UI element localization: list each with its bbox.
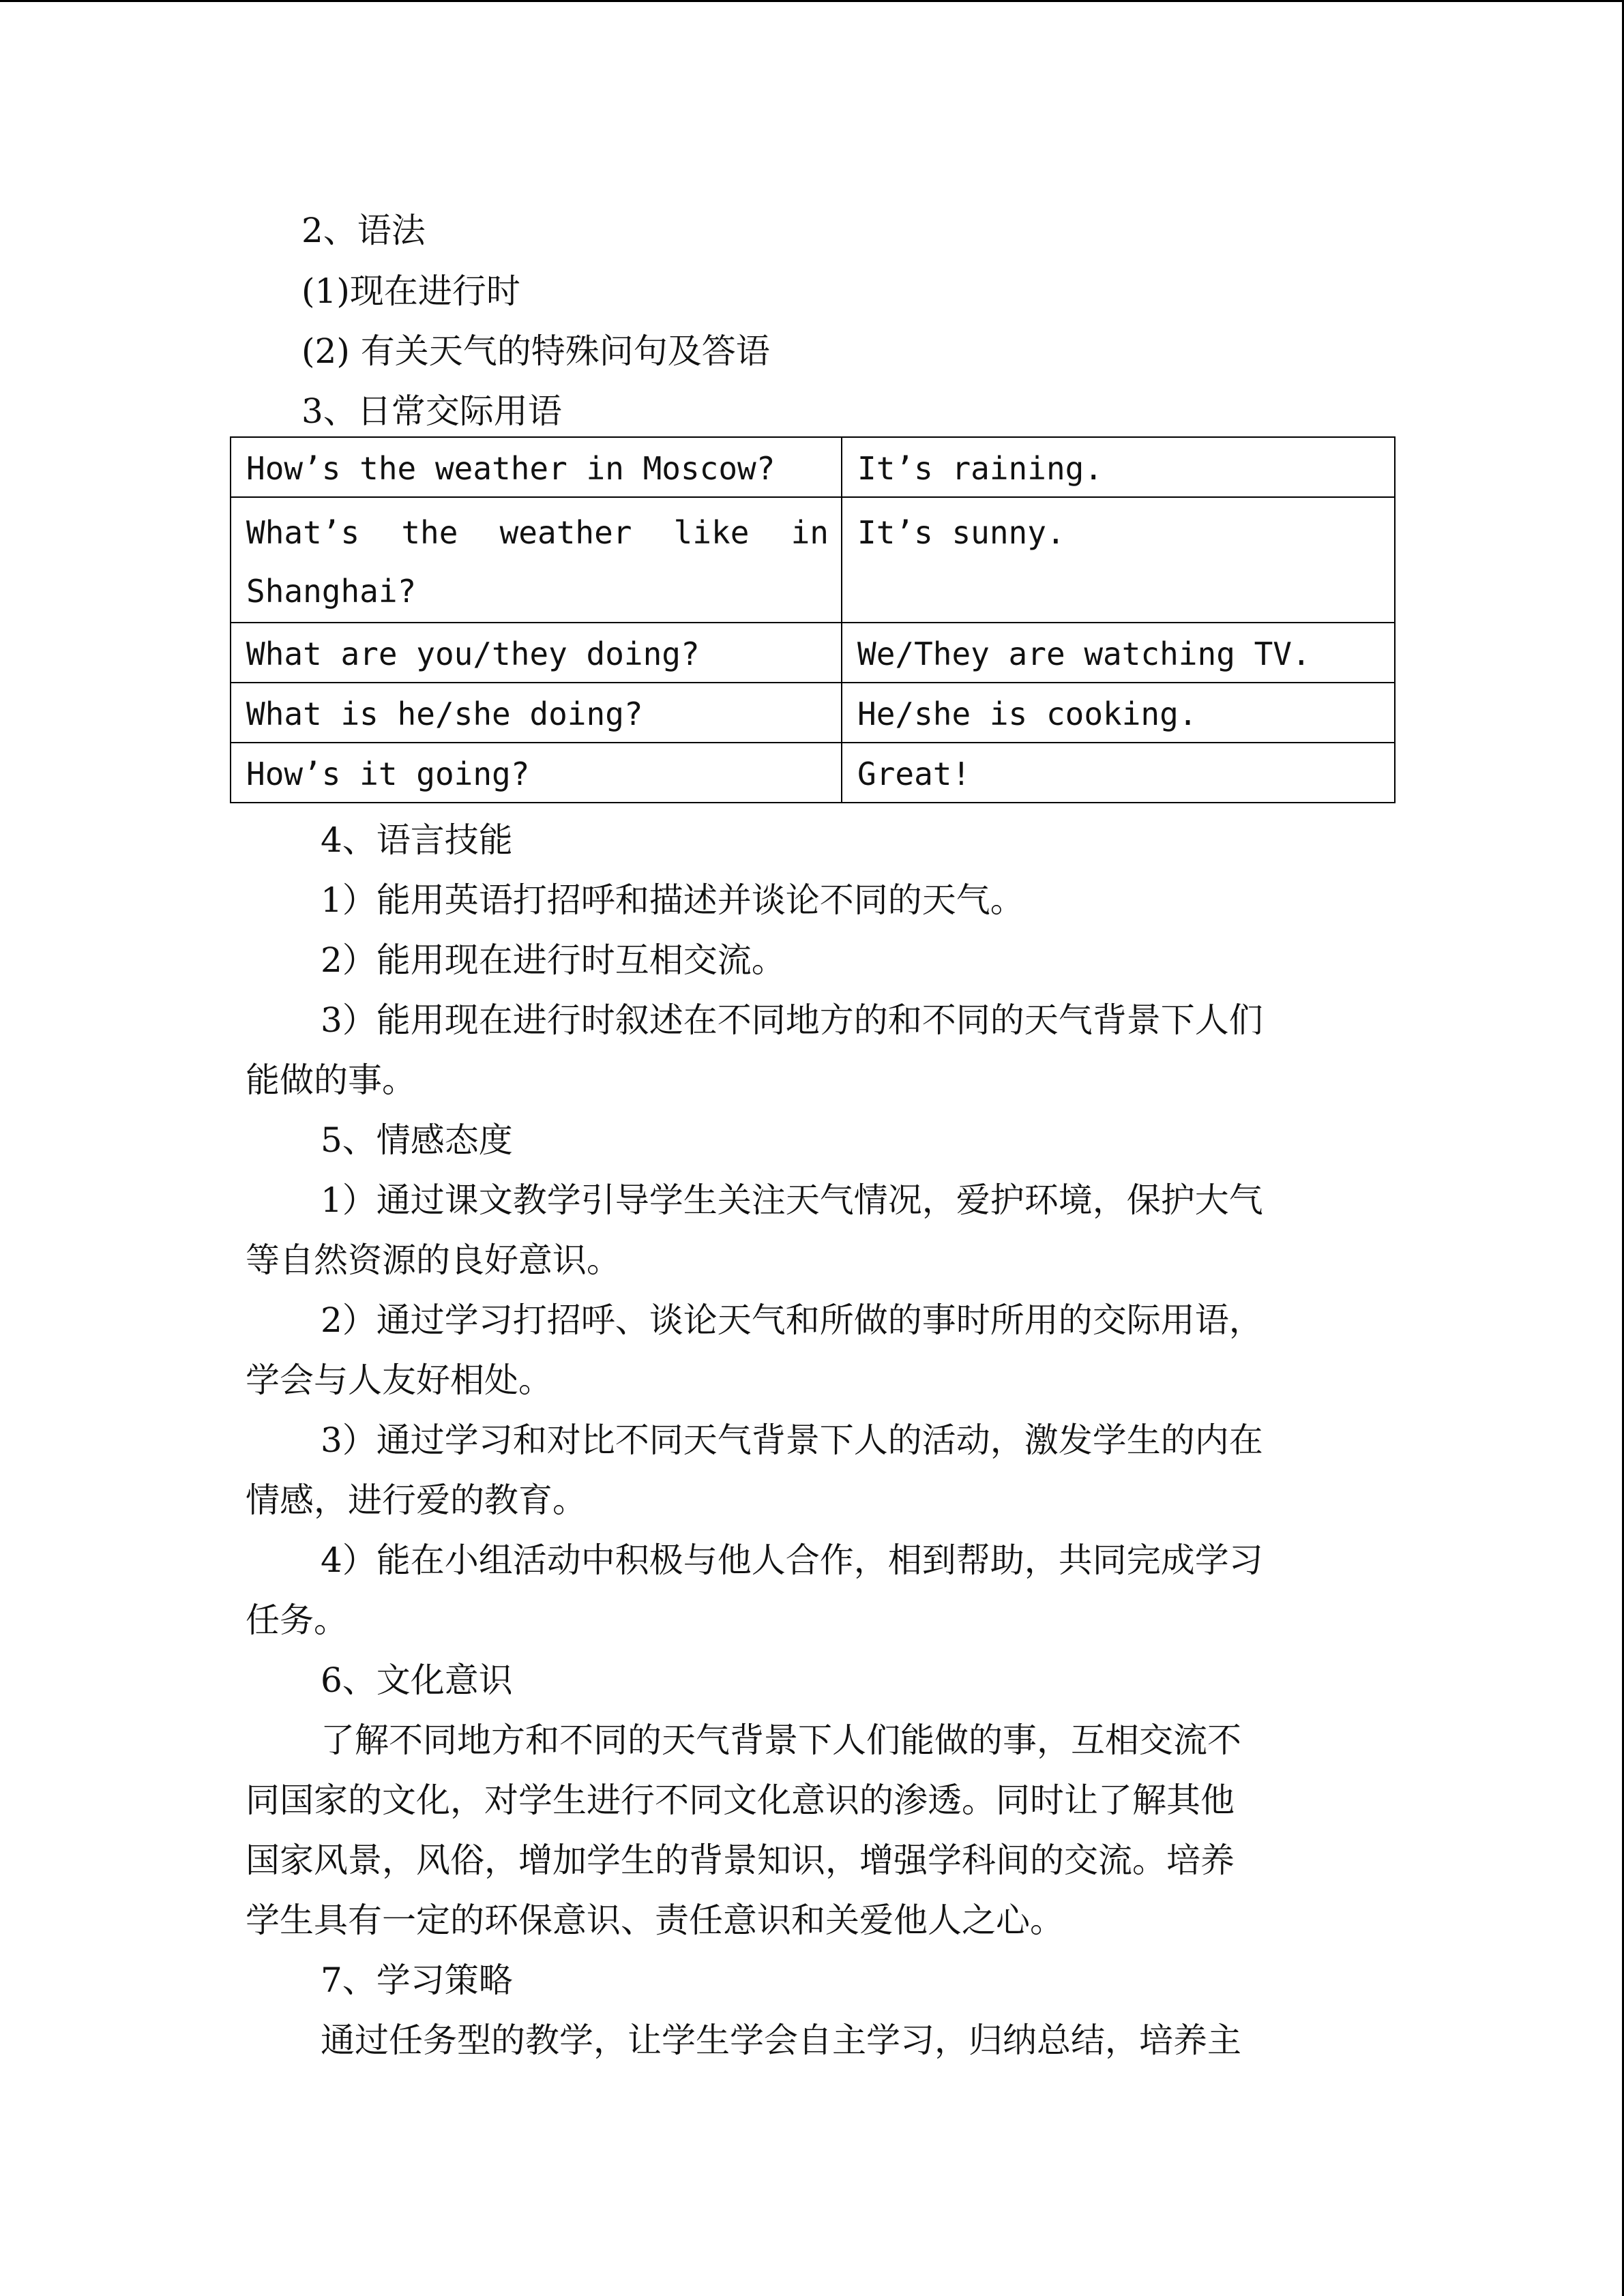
- section-4-heading: 4、语言技能: [321, 820, 513, 860]
- question-cell: How’s it going?: [231, 743, 842, 803]
- attitude-item-4: 4）能在小组活动中积极与他人合作，相到帮助，共同完成学习: [321, 1540, 1263, 1580]
- question-cell: How’s the weather in Moscow?: [231, 437, 842, 497]
- section-7-heading: 7、学习策略: [321, 1960, 513, 2000]
- attitude-item-2: 2）通过学习打招呼、谈论天气和所做的事时所用的交际用语，: [321, 1300, 1263, 1340]
- culture-paragraph-line-4: 学生具有一定的环保意识、责任意识和关爱他人之心。: [246, 1900, 1064, 1940]
- question-cell: What’s the weather like in Shanghai?: [231, 497, 842, 623]
- culture-paragraph-line-1: 了解不同地方和不同的天气背景下人们能做的事，互相交流不: [321, 1720, 1241, 1760]
- answer-cell: It’s sunny.: [842, 497, 1395, 623]
- skill-item-1: 1）能用英语打招呼和描述并谈论不同的天气。: [321, 880, 1024, 920]
- table-row: [231, 497, 1395, 623]
- section-2-heading: 2、语法: [301, 211, 426, 250]
- section-6-heading: 6、文化意识: [321, 1660, 513, 1700]
- section-3-heading: 3、日常交际用语: [301, 391, 562, 431]
- attitude-item-4-cont: 任务。: [246, 1600, 348, 1640]
- grammar-item-2: (2) 有关天气的特殊问句及答语: [301, 331, 770, 371]
- attitude-item-1: 1）通过课文教学引导学生关注天气情况，爱护环境，保护大气: [321, 1180, 1263, 1220]
- attitude-item-1-cont: 等自然资源的良好意识。: [246, 1240, 621, 1280]
- answer-cell: Great!: [842, 743, 1395, 803]
- culture-paragraph-line-2: 同国家的文化，对学生进行不同文化意识的渗透。同时让了解其他: [246, 1780, 1235, 1820]
- question-cell: What are you/they doing?: [231, 623, 842, 683]
- answer-cell: We/They are watching TV.: [842, 623, 1395, 683]
- table-row: [231, 683, 1395, 743]
- table-row: [231, 743, 1395, 803]
- grammar-item-1: (1)现在进行时: [301, 271, 520, 311]
- table-row: [231, 623, 1395, 683]
- skill-item-2: 2）能用现在进行时互相交流。: [321, 940, 786, 980]
- attitude-item-3-cont: 情感，进行爱的教育。: [246, 1480, 587, 1520]
- answer-cell: He/she is cooking.: [842, 683, 1395, 743]
- page-top-border: [0, 0, 1624, 2]
- question-cell: What is he/she doing?: [231, 683, 842, 743]
- strategy-paragraph-line-1: 通过任务型的教学，让学生学会自主学习，归纳总结，培养主: [321, 2021, 1241, 2060]
- answer-cell: It’s raining.: [842, 437, 1395, 497]
- attitude-item-2-cont: 学会与人友好相处。: [246, 1360, 552, 1400]
- skill-item-3-cont: 能做的事。: [246, 1060, 416, 1100]
- table-row: [231, 437, 1395, 497]
- attitude-item-3: 3）通过学习和对比不同天气背景下人的活动，激发学生的内在: [321, 1420, 1263, 1460]
- culture-paragraph-line-3: 国家风景，风俗，增加学生的背景知识，增强学科间的交流。培养: [246, 1840, 1235, 1880]
- phrases-table: [230, 436, 1396, 803]
- section-5-heading: 5、情感态度: [321, 1120, 513, 1160]
- skill-item-3: 3）能用现在进行时叙述在不同地方的和不同的天气背景下人们: [321, 1000, 1263, 1040]
